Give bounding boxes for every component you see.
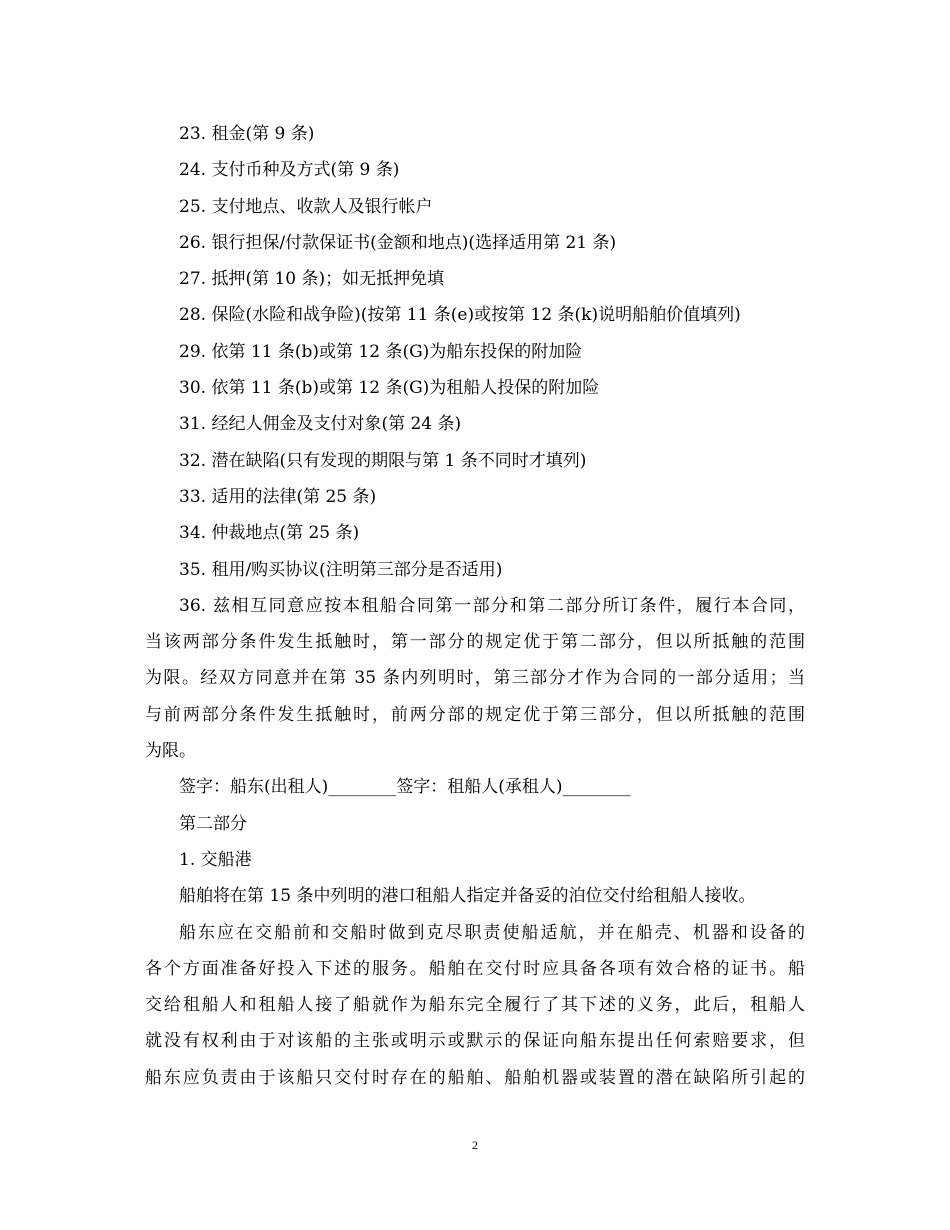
clause-36-line: 36. 兹相互同意应按本租船合同第一部分和第二部分所订条件，履行本合同，	[179, 595, 805, 616]
list-item: 34. 仲裁地点(第 25 条)	[179, 523, 360, 544]
list-item: 25. 支付地点、收款人及银行帐户	[179, 196, 433, 217]
list-item: 28. 保险(水险和战争险)(按第 11 条(e)或按第 12 条(k)说明船舶价值填列)	[179, 305, 741, 326]
section-paragraph-line: 就没有权利由于对该船的主张或明示或默示的保证向船东提出任何索赔要求，但	[145, 1031, 805, 1052]
clause-36-line: 为限。	[145, 741, 196, 762]
page-body	[145, 116, 805, 1096]
clause-36-line: 与前两部分条件发生抵触时，前两分部的规定优于第三部分，但以所抵触的范围	[145, 704, 805, 725]
part-heading: 第二部分	[179, 813, 247, 834]
clause-36-line: 当该两部分条件发生抵触时，第一部分的规定优于第二部分，但以所抵触的范围	[145, 632, 805, 653]
list-item: 27. 抵押(第 10 条)；如无抵押免填	[179, 269, 445, 290]
section-paragraph: 船舶将在第 15 条中列明的港口租船人指定并备妥的泊位交付给租船人接收。	[179, 886, 756, 907]
signature-line: 签字：船东(出租人)________签字：租船人(承租人)________	[179, 777, 631, 798]
list-item: 31. 经纪人佣金及支付对象(第 24 条)	[179, 414, 462, 435]
list-item: 24. 支付币种及方式(第 9 条)	[179, 160, 400, 181]
list-item: 30. 依第 11 条(b)或第 12 条(G)为租船人投保的附加险	[179, 378, 600, 399]
section-title: 1. 交船港	[179, 849, 252, 870]
section-paragraph-line: 船东应在交船前和交船时做到克尽职责使船适航，并在船壳、机器和设备的	[179, 922, 805, 943]
list-item: 26. 银行担保/付款保证书(金额和地点)(选择适用第 21 条)	[179, 232, 617, 253]
list-item: 33. 适用的法律(第 25 条)	[179, 486, 377, 507]
list-item: 35. 租用/购买协议(注明第三部分是否适用)	[179, 559, 503, 580]
section-paragraph-line: 各个方面准备好投入下述的服务。船舶在交付时应具备各项有效合格的证书。船	[145, 958, 805, 979]
page-number: 2	[472, 1138, 478, 1152]
section-paragraph-line: 交给租船人和租船人接了船就作为船东完全履行了其下述的义务，此后，租船人	[145, 995, 805, 1016]
list-item: 29. 依第 11 条(b)或第 12 条(G)为船东投保的附加险	[179, 341, 583, 362]
clause-36-line: 为限。经双方同意并在第 35 条内列明时，第三部分才作为合同的一部分适用；当	[145, 668, 805, 689]
list-item: 32. 潜在缺陷(只有发现的期限与第 1 条不同时才填列)	[179, 450, 587, 471]
section-paragraph-line: 船东应负责由于该船只交付时存在的船舶、船舶机器或装置的潜在缺陷所引起的	[145, 1067, 805, 1088]
list-item: 23. 租金(第 9 条)	[179, 124, 315, 144]
